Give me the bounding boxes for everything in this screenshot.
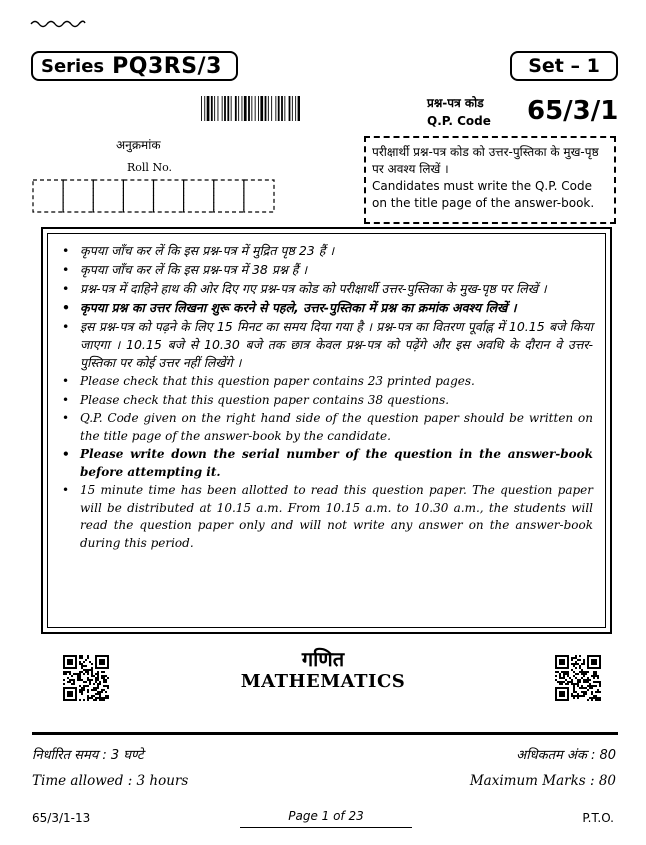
instruction-hi-1: • कृपया जाँच कर लें कि इस प्रश्न-पत्र में मुद्रित पृष्ठ 23 हैं । [58, 242, 593, 260]
roll-number-label-en: Roll No. [127, 161, 172, 174]
roll-number-label-hi: अनुक्रमांक [116, 138, 161, 152]
instructions-box [41, 227, 612, 634]
qp-code-label-hi: प्रश्न-पत्र कोड [427, 96, 484, 110]
qp-code-note-en: Candidates must write the Q.P. Code on the title page of the answer-book. [372, 179, 595, 210]
instruction-hi-2: • कृपया जाँच कर लें कि इस प्रश्न-पत्र में 38 प्रश्न हैं । [58, 261, 593, 279]
barcode [201, 96, 300, 121]
divider-line [32, 732, 618, 735]
footer-code: 65/3/1-13 [32, 811, 91, 825]
instructions-list [58, 242, 593, 552]
set-box [510, 51, 618, 81]
instruction-en-1: • Please check that this question paper contains 23 printed pages. [58, 373, 593, 391]
series-label: Series [41, 55, 105, 77]
instruction-hi-5: • इस प्रश्न-पत्र को पढ़ने के लिए 15 मिनट का समय दिया गया है । प्रश्न-पत्र का वितरण पूर्वाह्न में 10.15 बजे किया जाएगा । 10.15 बजे से 10.30 बजे तक छात्र केवल प्रश्न-पत्र को पढ़ेंगे और इस अवधि के दौरान वे उत्तर-पुस्तिका पर कोई उत्तर नहीं लिखेंगे । [58, 318, 593, 372]
instruction-hi-4: • कृपया प्रश्न का उत्तर लिखना शुरू करने से पहले, उत्तर-पुस्तिका में प्रश्न का क्रमांक अवश्य लिखें । [58, 299, 593, 317]
qp-code-note [364, 136, 616, 224]
subject-title-en: MATHEMATICS [240, 671, 406, 692]
subject-title-hi: गणित [301, 647, 345, 671]
set-label: Set – 1 [528, 55, 600, 77]
footer-page-number: Page 1 of 23 [240, 809, 412, 828]
time-allowed-en: Time allowed : 3 hours [32, 773, 189, 789]
qp-code-label [427, 94, 491, 130]
footer-pto: P.T.O. [582, 811, 614, 825]
roll-number-boxes[interactable] [32, 179, 275, 213]
instruction-en-3: • Q.P. Code given on the right hand side of the question paper should be written on the title page of the answer-book by the candidate. [58, 410, 593, 445]
instruction-en-2: • Please check that this question paper contains 38 questions. [58, 392, 593, 410]
qp-code: 65/3/1 [527, 96, 619, 126]
series-box [31, 51, 238, 81]
instruction-en-5: • 15 minute time has been allotted to read this question paper. The question paper will be distributed at 10.15 a.m. From 10.15 a.m. to 10.30 a.m., the students will read the question paper only and will not write any answer on the answer-book during this period. [58, 482, 593, 552]
instruction-hi-3: • प्रश्न-पत्र में दाहिने हाथ की ओर दिए गए प्रश्न-पत्र कोड को परीक्षार्थी उत्तर-पुस्तिका के मुख-पृष्ठ पर लिखें । [58, 280, 593, 298]
qp-code-note-hi: परीक्षार्थी प्रश्न-पत्र कोड को उत्तर-पुस्तिका के मुख-पृष्ठ पर अवश्य लिखें । [372, 145, 599, 176]
time-allowed-hi: निर्धारित समय : 3 घण्टे [32, 748, 144, 763]
wavy-line-decoration [30, 18, 86, 28]
max-marks-en: Maximum Marks : 80 [469, 773, 616, 789]
max-marks-hi: अधिकतम अंक : 80 [516, 748, 616, 763]
series-code: PQ3RS/3 [112, 53, 222, 79]
instruction-en-4: • Please write down the serial number of the question in the answer-book before attempting it. [58, 446, 593, 481]
qp-code-label-en: Q.P. Code [427, 114, 491, 128]
